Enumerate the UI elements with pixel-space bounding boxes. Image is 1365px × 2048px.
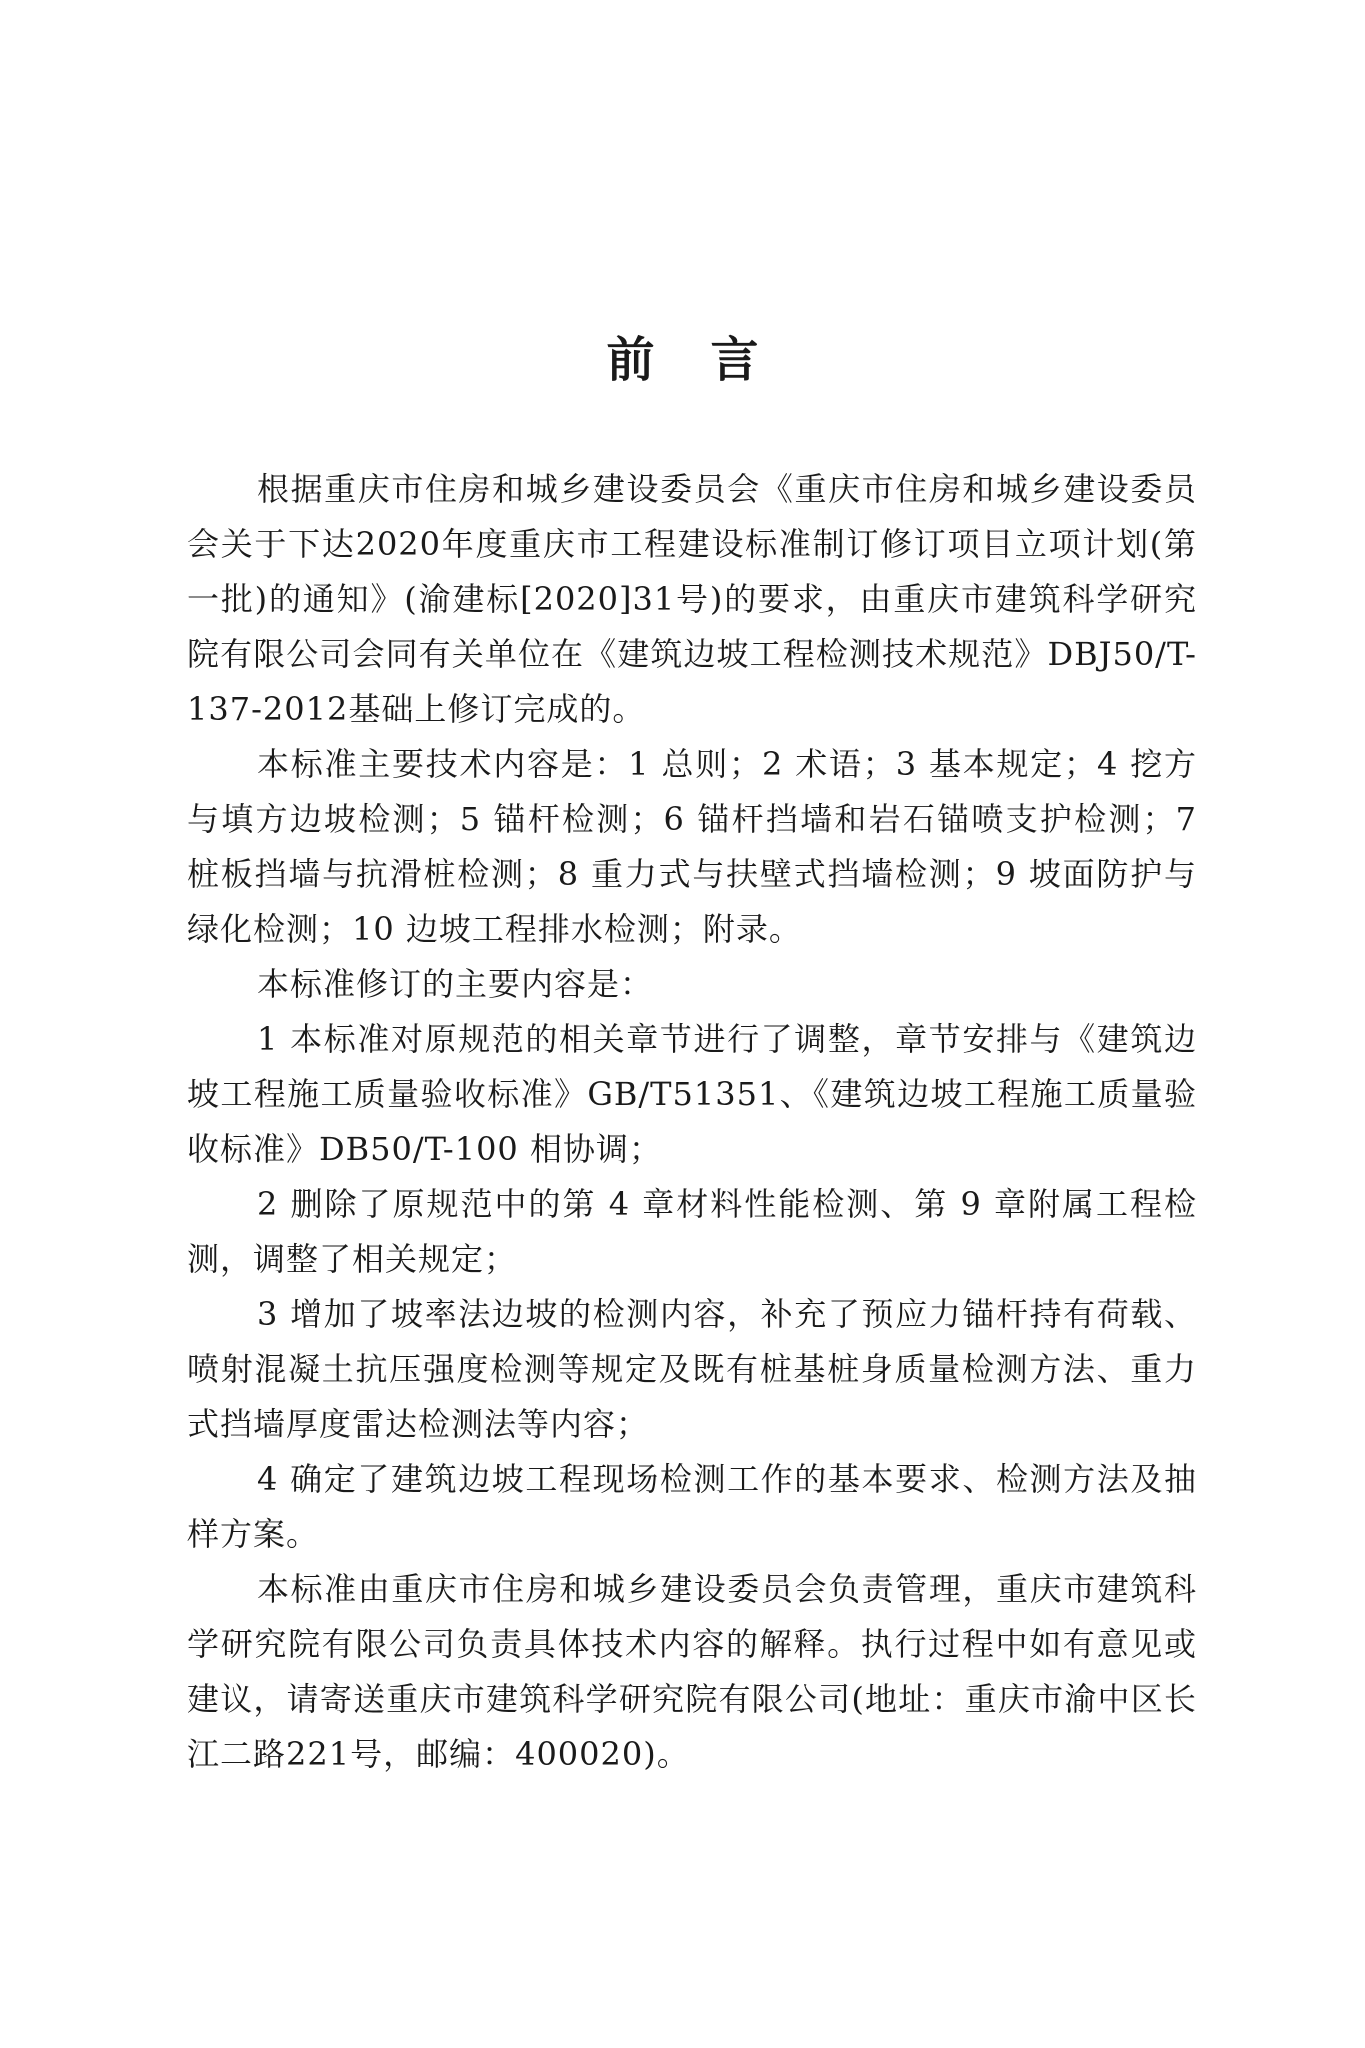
paragraph-revision-item-3: 3 增加了坡率法边坡的检测内容，补充了预应力锚杆持有荷载、喷射混凝土抗压强度检测等规定及既有桩基桩身质量检测方法、重力式挡墙厚度雷达检测法等内容； [187, 1295, 1197, 1443]
page-title: 前言 [606, 332, 815, 388]
paragraph-revision-item-2: 2 删除了原规范中的第 4 章材料性能检测、第 9 章附属工程检测，调整了相关规定； [187, 1185, 1197, 1278]
paragraph-main-contents: 本标准主要技术内容是：1 总则；2 术语；3 基本规定；4 挖方与填方边坡检测；5 锚杆检测；6 锚杆挡墙和岩石锚喷支护检测；7 桩板挡墙与抗滑桩检测；8 重力式与扶壁式挡墙检测；9 坡面防护与绿化检测；10 边坡工程排水检测；附录。 [187, 745, 1197, 948]
paragraph-management: 本标准由重庆市住房和城乡建设委员会负责管理，重庆市建筑科学研究院有限公司负责具体技术内容的解释。执行过程中如有意见或建议，请寄送重庆市建筑科学研究院有限公司(地址：重庆市渝中区长江二路221号，邮编：400020)。 [187, 1570, 1197, 1773]
paragraph-revision-intro: 本标准修订的主要内容是： [257, 965, 654, 1003]
paragraph-revision-item-1: 1 本标准对原规范的相关章节进行了调整，章节安排与《建筑边坡工程施工质量验收标准》GB/T51351、《建筑边坡工程施工质量验收标准》DB50/T-100 相协调； [187, 1020, 1197, 1168]
paragraph-background: 根据重庆市住房和城乡建设委员会《重庆市住房和城乡建设委员会关于下达2020年度重庆市工程建设标准制订修订项目立项计划(第一批)的通知》(渝建标[2020]31号)的要求，由重庆市建筑科学研究院有限公司会同有关单位在《建筑边坡工程检测技术规范》DBJ50/T-137-2012基础上修订完成的。 [187, 470, 1197, 728]
body-text [187, 462, 1197, 1782]
paragraph-revision-item-4: 4 确定了建筑边坡工程现场检测工作的基本要求、检测方法及抽样方案。 [187, 1460, 1197, 1553]
